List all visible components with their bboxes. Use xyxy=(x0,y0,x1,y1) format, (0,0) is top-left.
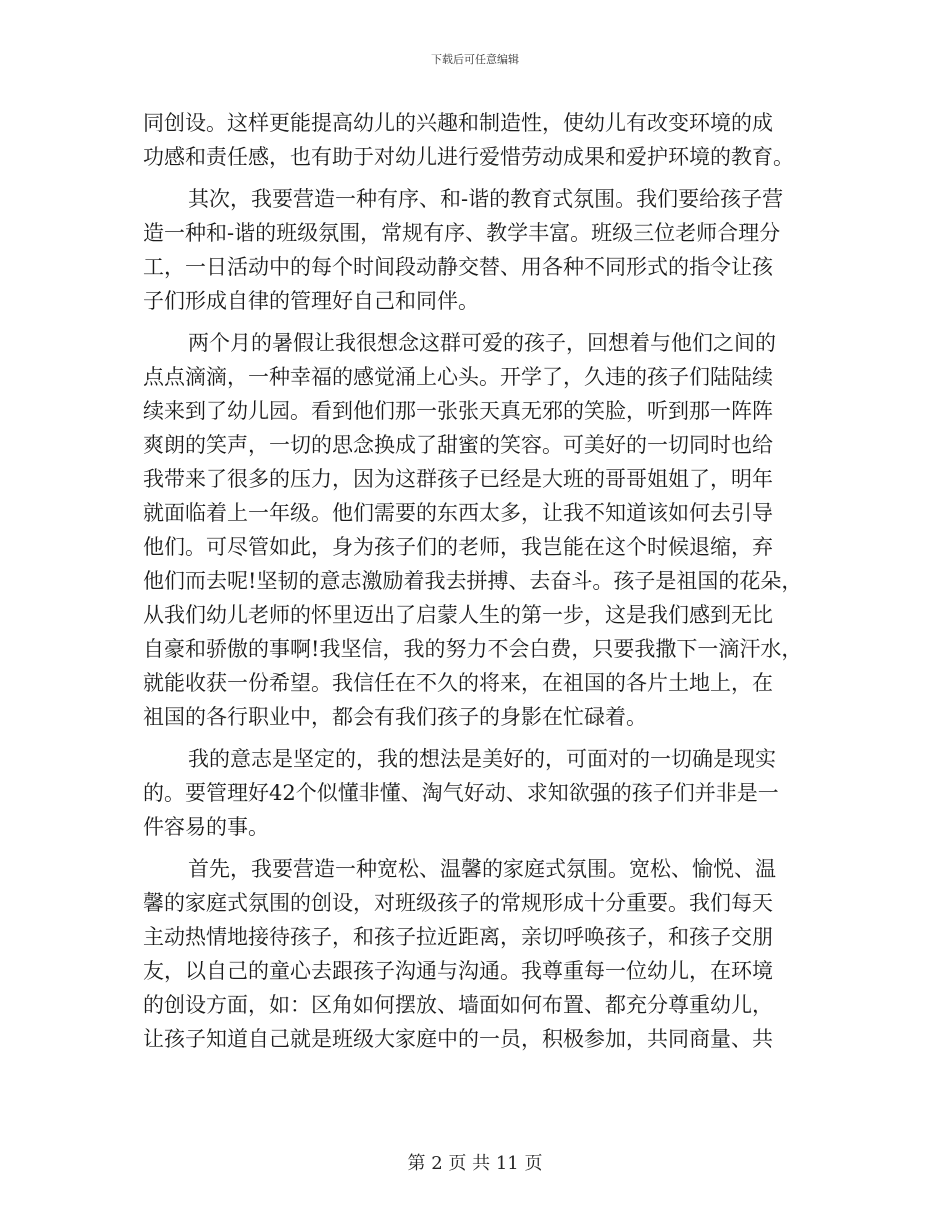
page-header: 下载后可任意编辑 xyxy=(431,53,519,66)
text-line: 就面临着上一年级。他们需要的东西太多，让我不知道该如何去引导 xyxy=(143,501,773,525)
text-line: 两个月的暑假让我很想念这群可爱的孩子，回想着与他们之间的 xyxy=(188,331,776,355)
text-line: 主动热情地接待孩子，和孩子拉近距离，亲切呼唤孩子，和孩子交朋 xyxy=(143,925,773,949)
text-line: 就能收获一份希望。我信任在不久的将来，在祖国的各片土地上，在 xyxy=(143,671,773,695)
text-line: 续来到了幼儿园。看到他们那一张张天真无邪的笑脸，听到那一阵阵 xyxy=(143,399,773,423)
text-line: 的。要管理好42个似懂非懂、淘气好动、求知欲强的孩子们并非是一 xyxy=(143,781,779,805)
text-line: 同创设。这样更能提高幼儿的兴趣和制造性，使幼儿有改变环境的成 xyxy=(143,111,773,135)
text-line: 件容易的事。 xyxy=(143,815,269,839)
text-line: 让孩子知道自己就是班级大家庭中的一员，积极参加，共同商量、共 xyxy=(143,1027,773,1051)
text-line: 爽朗的笑声，一切的思念换成了甜蜜的笑容。可美好的一切同时也给 xyxy=(143,433,773,457)
text-line: 友，以自己的童心去跟孩子沟通与沟通。我尊重每一位幼儿，在环境 xyxy=(143,959,773,983)
text-line: 馨的家庭式氛围的创设，对班级孩子的常规形成十分重要。我们每天 xyxy=(143,891,773,915)
text-line: 我的意志是坚定的，我的想法是美好的，可面对的一切确是现实 xyxy=(188,747,776,771)
text-line: 他们。可尽管如此，身为孩子们的老师，我岂能在这个时候退缩，弃 xyxy=(143,535,773,559)
text-line: 的创设方面，如：区角如何摆放、墙面如何布置、都充分尊重幼儿， xyxy=(143,993,773,1017)
text-line: 他们而去呢!坚韧的意志激励着我去拼搏、去奋斗。孩子是祖国的花朵， xyxy=(143,569,803,593)
document-body xyxy=(143,106,823,1056)
text-line: 首先，我要营造一种宽松、温馨的家庭式氛围。宽松、愉悦、温 xyxy=(188,857,776,881)
text-line: 自豪和骄傲的事啊!我坚信，我的努力不会白费，只要我撒下一滴汗水， xyxy=(143,637,803,661)
text-line: 从我们幼儿老师的怀里迈出了启蒙人生的第一步，这是我们感到无比 xyxy=(143,603,773,627)
text-line: 其次，我要营造一种有序、和-谐的教育式氛围。我们要给孩子营 xyxy=(188,187,784,211)
text-line: 子们形成自律的管理好自己和同伴。 xyxy=(143,289,479,313)
text-line: 造一种和-谐的班级氛围，常规有序、教学丰富。班级三位老师合理分 xyxy=(143,221,781,245)
text-line: 我带来了很多的压力，因为这群孩子已经是大班的哥哥姐姐了，明年 xyxy=(143,467,773,491)
text-line: 功感和责任感，也有助于对幼儿进行爱惜劳动成果和爱护环境的教育。 xyxy=(143,145,794,169)
text-line: 点点滴滴，一种幸福的感觉涌上心头。开学了，久违的孩子们陆陆续 xyxy=(143,365,773,389)
text-line: 祖国的各行职业中，都会有我们孩子的身影在忙碌着。 xyxy=(143,705,647,729)
text-line: 工，一日活动中的每个时间段动静交替、用各种不同形式的指令让孩 xyxy=(143,255,773,279)
page-number-footer: 第 2 页 共 11 页 xyxy=(407,1153,543,1174)
